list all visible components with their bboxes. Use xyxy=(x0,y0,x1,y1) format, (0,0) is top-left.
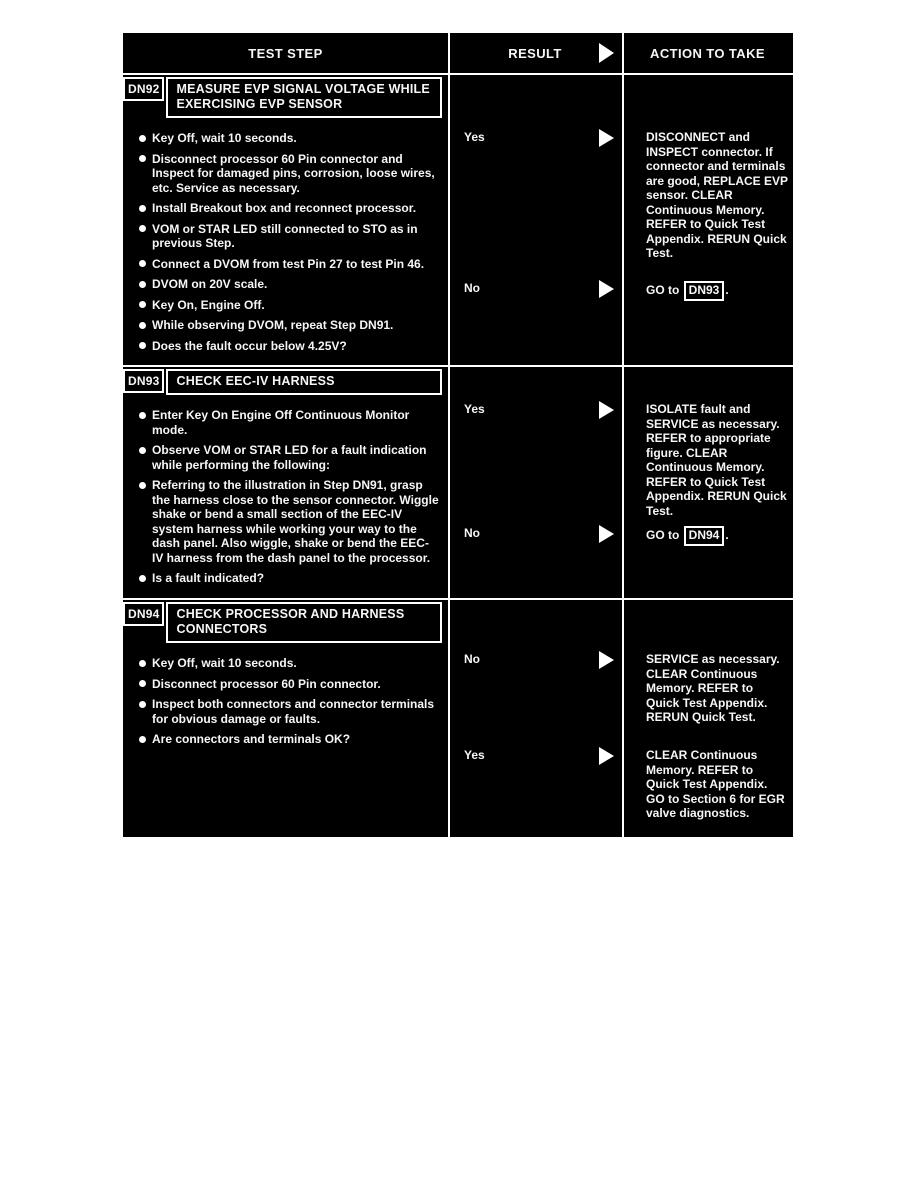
step-item xyxy=(123,131,442,146)
step-text: Key On, Engine Off. xyxy=(152,297,265,312)
step-title: MEASURE EVP SIGNAL VOLTAGE WHILE EXERCISING EVP SENSOR xyxy=(166,77,442,118)
action-cell xyxy=(622,281,793,301)
right-triangle-icon xyxy=(599,43,614,63)
result-cell xyxy=(448,748,622,821)
step-item xyxy=(123,677,442,692)
step-item xyxy=(123,201,442,216)
step-list xyxy=(123,408,442,586)
step-item xyxy=(123,152,442,196)
action-cell xyxy=(622,652,793,748)
result-action-list xyxy=(448,600,793,833)
step-reference-box: DN94 xyxy=(684,526,725,546)
result-label: No xyxy=(464,526,480,540)
step-item xyxy=(123,257,442,272)
step-item xyxy=(123,298,442,313)
step-text: Are connectors and terminals OK? xyxy=(152,732,351,746)
result-action-pair xyxy=(448,281,793,301)
result-label: No xyxy=(464,652,480,666)
bullet-icon xyxy=(139,260,146,267)
step-text: Key Off, wait 10 seconds. xyxy=(152,131,297,145)
step-item xyxy=(123,571,442,586)
step-text: Key Off, wait 10 seconds. xyxy=(152,656,297,670)
right-triangle-icon xyxy=(599,747,614,765)
right-triangle-icon xyxy=(599,651,614,669)
step-item xyxy=(123,478,442,565)
step-id-badge: DN94 xyxy=(123,602,164,626)
step-item xyxy=(123,339,442,354)
action-cell xyxy=(622,748,793,821)
bullet-icon xyxy=(139,322,146,329)
step-text: Install Breakout box and reconnect processor. xyxy=(152,201,417,215)
bullet-icon xyxy=(139,482,146,489)
right-triangle-icon xyxy=(599,525,614,543)
step-item xyxy=(123,277,442,292)
result-cell xyxy=(448,402,622,526)
bullet-icon xyxy=(139,412,146,419)
result-cell xyxy=(448,281,622,301)
section-header xyxy=(123,77,442,118)
step-text: Referring to the illustration in Step DN91, grasp the harness close to the sensor connector. Wiggle shake or bend a small section of the EEC-IV system harness while working your way to the dash panel. Also wiggle, shake or bend the EEC-IV harness from the dash panel to the processor. xyxy=(152,478,439,565)
result-action-pair xyxy=(448,402,793,526)
right-triangle-icon xyxy=(599,401,614,419)
bullet-icon xyxy=(139,575,146,582)
bullet-icon xyxy=(139,660,146,667)
step-list xyxy=(123,656,442,747)
step-text: While observing DVOM, repeat Step DN91. xyxy=(152,318,394,332)
action-cell xyxy=(622,526,793,546)
right-triangle-icon xyxy=(599,280,614,298)
result-action-pair xyxy=(448,526,793,546)
result-action-pair xyxy=(448,130,793,281)
bullet-icon xyxy=(139,155,146,162)
step-item xyxy=(123,697,442,726)
action-go-prefix: GO to xyxy=(646,283,680,297)
step-title: CHECK PROCESSOR AND HARNESS CONNECTORS xyxy=(166,602,442,643)
step-text: Does the fault occur below 4.25V? xyxy=(152,338,347,353)
result-label: Yes xyxy=(464,130,485,144)
test-step-column xyxy=(123,75,448,365)
action-text: SERVICE as necessary. CLEAR Continuous Memory. REFER to Quick Test Appendix. RERUN Quick Test. xyxy=(646,652,780,724)
step-item xyxy=(123,408,442,437)
step-text: Disconnect processor 60 Pin connector. xyxy=(152,676,381,691)
step-text: VOM or STAR LED still connected to STO as in previous Step. xyxy=(152,221,418,250)
bullet-icon xyxy=(139,281,146,288)
test-step-section-dn94 xyxy=(123,598,793,833)
bullet-icon xyxy=(139,701,146,708)
action-text: ISOLATE fault and SERVICE as necessary. REFER to appropriate figure. CLEAR Continuous Memory. REFER to Quick Test Appendix. RERUN Quick Test. xyxy=(646,402,787,518)
column-divider xyxy=(448,33,450,837)
column-divider xyxy=(622,33,624,837)
action-go-line xyxy=(646,283,729,297)
test-step-section-dn92 xyxy=(123,75,793,365)
action-go-suffix: . xyxy=(725,528,729,542)
result-action-pair xyxy=(448,748,793,821)
result-label: Yes xyxy=(464,402,485,416)
bullet-icon xyxy=(139,225,146,232)
bullet-icon xyxy=(139,301,146,308)
action-go-prefix: GO to xyxy=(646,528,680,542)
step-item xyxy=(123,318,442,333)
step-text: DVOM on 20V scale. xyxy=(152,277,268,291)
step-item xyxy=(123,222,442,251)
diagnostic-table xyxy=(123,33,793,837)
step-text: Is a fault indicated? xyxy=(152,571,265,585)
step-id-badge: DN92 xyxy=(123,77,164,101)
action-cell xyxy=(622,402,793,526)
bullet-icon xyxy=(139,736,146,743)
bullet-icon xyxy=(139,205,146,212)
action-go-suffix: . xyxy=(725,283,729,297)
step-text: Enter Key On Engine Off Continuous Monitor mode. xyxy=(152,408,410,437)
step-text: Inspect both connectors and connector terminals for obvious damage or faults. xyxy=(152,697,435,726)
action-cell xyxy=(622,130,793,281)
test-step-column xyxy=(123,367,448,598)
step-id-badge: DN93 xyxy=(123,369,164,393)
bullet-icon xyxy=(139,342,146,349)
header-result xyxy=(448,33,622,73)
result-action-list xyxy=(448,367,793,598)
action-text: CLEAR Continuous Memory. REFER to Quick Test Appendix. GO to Section 6 for EGR valve diagnostics. xyxy=(646,748,785,820)
step-text: Connect a DVOM from test Pin 27 to test Pin 46. xyxy=(152,256,425,271)
header-test-step: TEST STEP xyxy=(248,45,323,61)
result-action-pair xyxy=(448,652,793,748)
result-action-list xyxy=(448,75,793,365)
right-triangle-icon xyxy=(599,129,614,147)
result-cell xyxy=(448,652,622,748)
section-header xyxy=(123,602,442,643)
action-go-line xyxy=(646,528,729,542)
result-cell xyxy=(448,130,622,281)
bullet-icon xyxy=(139,680,146,687)
step-text: Observe VOM or STAR LED for a fault indication while performing the following: xyxy=(152,443,427,472)
table-header-row xyxy=(123,33,793,75)
section-header xyxy=(123,369,442,395)
action-text: DISCONNECT and INSPECT connector. If connector and terminals are good, REPLACE EVP sensor. CLEAR Continuous Memory. REFER to Quick Test Appendix. RERUN Quick Test. xyxy=(646,130,788,260)
step-text: Disconnect processor 60 Pin connector and Inspect for damaged pins, corrosion, loose wires, etc. Service as necessary. xyxy=(152,151,435,195)
header-result-label: RESULT xyxy=(508,45,562,61)
step-item xyxy=(123,443,442,472)
result-label: No xyxy=(464,281,480,295)
bullet-icon xyxy=(139,135,146,142)
step-reference-box: DN93 xyxy=(684,281,725,301)
test-step-section-dn93 xyxy=(123,365,793,598)
step-title: CHECK EEC-IV HARNESS xyxy=(166,369,442,395)
result-cell xyxy=(448,526,622,546)
step-item xyxy=(123,732,442,747)
header-action: ACTION TO TAKE xyxy=(650,45,765,61)
bullet-icon xyxy=(139,447,146,454)
step-list xyxy=(123,131,442,353)
step-item xyxy=(123,656,442,671)
test-step-column xyxy=(123,600,448,833)
result-label: Yes xyxy=(464,748,485,762)
